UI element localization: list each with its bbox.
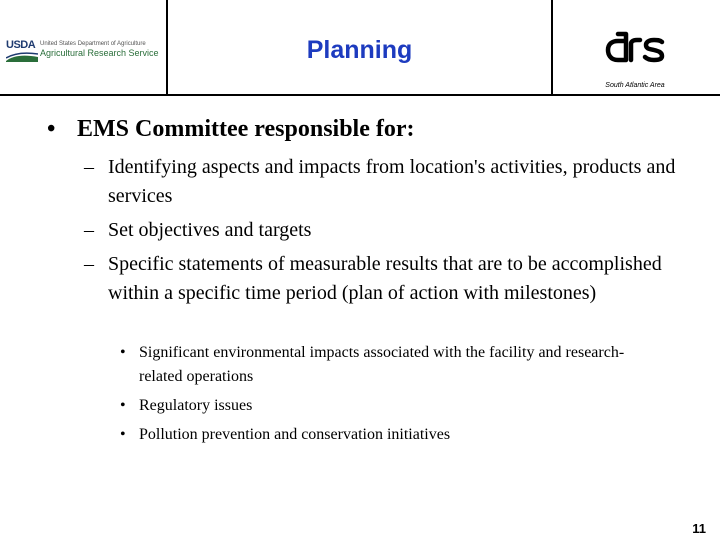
usda-mark-text: USDA	[6, 39, 36, 51]
bullet-icon: •	[120, 426, 126, 443]
page-title: Planning	[306, 36, 413, 64]
sub-list-item-text: Pollution prevention and conservation initiatives	[139, 426, 451, 443]
ars-logo-icon	[604, 26, 668, 66]
sub-list-item-text: Significant environmental impacts associated with the facility and research-related operations	[139, 344, 625, 385]
sub-list-item	[120, 341, 660, 389]
dash-icon: –	[84, 219, 94, 241]
ars-subtitle: South Atlantic Area	[605, 82, 665, 89]
bullet-icon: •	[120, 397, 126, 414]
list-item-text: Set objectives and targets	[108, 219, 312, 241]
list-item	[84, 153, 684, 211]
main-bullet	[47, 116, 415, 143]
header-divider-right	[551, 0, 553, 96]
bullet-icon: •	[47, 116, 56, 142]
page-number: 11	[692, 521, 706, 536]
usda-line1: United States Department of Agriculture	[40, 41, 146, 47]
list-item	[84, 216, 684, 245]
main-bullet-text: EMS Committee responsible for:	[77, 116, 415, 142]
usda-mark	[6, 40, 38, 62]
slide-header	[0, 0, 720, 96]
sub-list-item	[120, 394, 660, 418]
list-item	[84, 250, 684, 308]
dash-icon: –	[84, 156, 94, 178]
bullet-icon: •	[120, 344, 126, 361]
usda-logo	[6, 40, 166, 64]
usda-field-icon	[6, 51, 38, 62]
list-item-text: Specific statements of measurable results that are to be accomplished within a specific time period (plan of action with milestones)	[108, 253, 662, 304]
list-item-text: Identifying aspects and impacts from location's activities, products and services	[108, 156, 676, 207]
dash-icon: –	[84, 253, 94, 275]
sub-list-item-text: Regulatory issues	[139, 397, 253, 414]
header-rule	[0, 94, 720, 96]
sub-list-item	[120, 423, 660, 447]
usda-line2: Agricultural Research Service	[40, 48, 159, 58]
